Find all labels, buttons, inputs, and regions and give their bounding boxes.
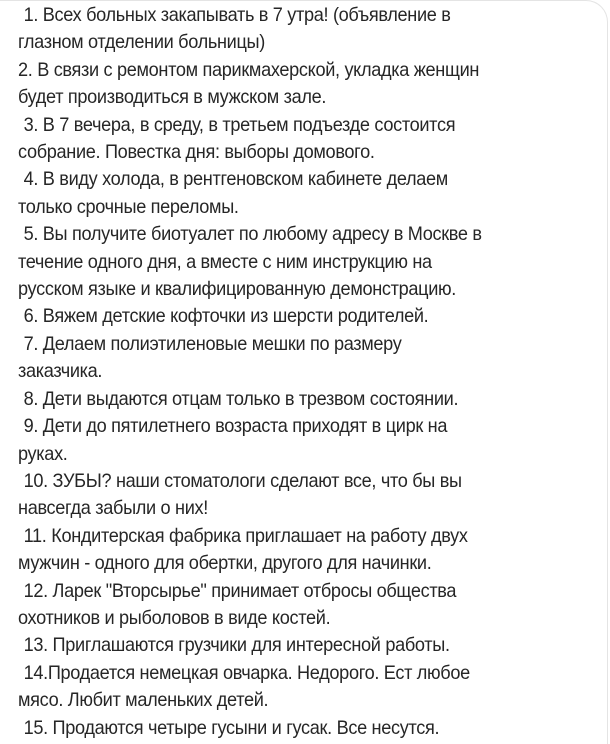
item-text: Ларек "Вторсырье" принимает отбросы общества: [52, 579, 457, 602]
item-text-continued: мясо. Любит маленьких детей.: [18, 689, 269, 712]
list-item: [18, 468, 596, 523]
item-text-continued: течение одного дня, а вместе с ним инструкцию на: [18, 250, 432, 273]
item-number: 11.: [23, 524, 47, 547]
list-item: [18, 166, 596, 221]
item-number: 9.: [23, 415, 39, 438]
item-number: 6.: [23, 305, 39, 328]
item-text: Продается немецкая овчарка. Недорого. Ест любое: [47, 661, 470, 684]
item-number: 5.: [23, 223, 39, 246]
item-number: 3.: [23, 113, 39, 136]
item-text: Вы получите биотуалет по любому адресу в Москве в: [42, 223, 482, 246]
item-number: 15.: [23, 716, 48, 739]
list-item: [18, 660, 596, 715]
list-item: [18, 632, 596, 659]
item-number: 2.: [18, 58, 33, 81]
item-number: 12.: [23, 579, 48, 602]
item-text: В связи с ремонтом парикмахерской, укладка женщин: [37, 58, 480, 81]
item-text-continued: русском языке и квалифицированную демонстрацию.: [18, 278, 457, 301]
item-text: Всех больных закапывать в 7 утра! (объявление в: [42, 4, 451, 26]
item-text: Дети до пятилетнего возраста приходят в цирк на: [42, 415, 448, 438]
item-text-continued: руках.: [18, 442, 68, 465]
item-text: Кондитерская фабрика приглашает на работу двух: [51, 524, 468, 547]
item-number: 13.: [23, 634, 48, 657]
announcement-list: [18, 2, 557, 742]
list-item: [18, 331, 596, 386]
item-number: 8.: [23, 387, 39, 410]
list-item: [18, 221, 596, 303]
item-text: В 7 вечера, в среду, в третьем подъезде состоится: [42, 113, 456, 136]
item-number: 4.: [23, 168, 39, 191]
item-text-continued: глазном отделении больницы): [18, 31, 265, 54]
list-item: [18, 578, 596, 633]
item-text: Продаются четыре гусыни и гусак. Все несутся.: [52, 716, 440, 739]
list-item: [18, 57, 596, 112]
item-text-continued: навсегда забыли о них!: [18, 497, 208, 520]
item-text: ЗУБЫ? наши стоматологи сделают все, что бы вы: [52, 469, 462, 492]
item-text: Делаем полиэтиленовые мешки по размеру: [42, 332, 402, 355]
item-text-continued: охотников и рыболовов в виде костей.: [18, 606, 331, 629]
item-number: 14.: [23, 661, 48, 684]
list-item: [18, 413, 596, 468]
list-item: [18, 523, 596, 578]
item-number: 1.: [23, 4, 39, 26]
list-item: [18, 715, 596, 742]
item-text-continued: будет производиться в мужском зале.: [18, 86, 327, 109]
item-text: Приглашаются грузчики для интересной работы.: [52, 634, 450, 657]
item-number: 10.: [23, 469, 48, 492]
item-text: Дети выдаются отцам только в трезвом состоянии.: [42, 387, 459, 410]
list-item: [18, 2, 596, 57]
item-text-continued: мужчин - одного для обертки, другого для начинки.: [18, 552, 432, 575]
list-item: [18, 386, 596, 413]
item-text-continued: только срочные переломы.: [18, 195, 239, 218]
item-text: В виду холода, в рентгеновском кабинете делаем: [42, 168, 448, 191]
list-item: [18, 112, 596, 167]
item-text-continued: собрание. Повестка дня: выборы домового.: [18, 141, 375, 164]
item-text-continued: заказчика.: [18, 360, 103, 383]
item-number: 7.: [23, 332, 39, 355]
item-text: Вяжем детские кофточки из шерсти родителей.: [42, 305, 429, 328]
list-item: [18, 303, 596, 330]
